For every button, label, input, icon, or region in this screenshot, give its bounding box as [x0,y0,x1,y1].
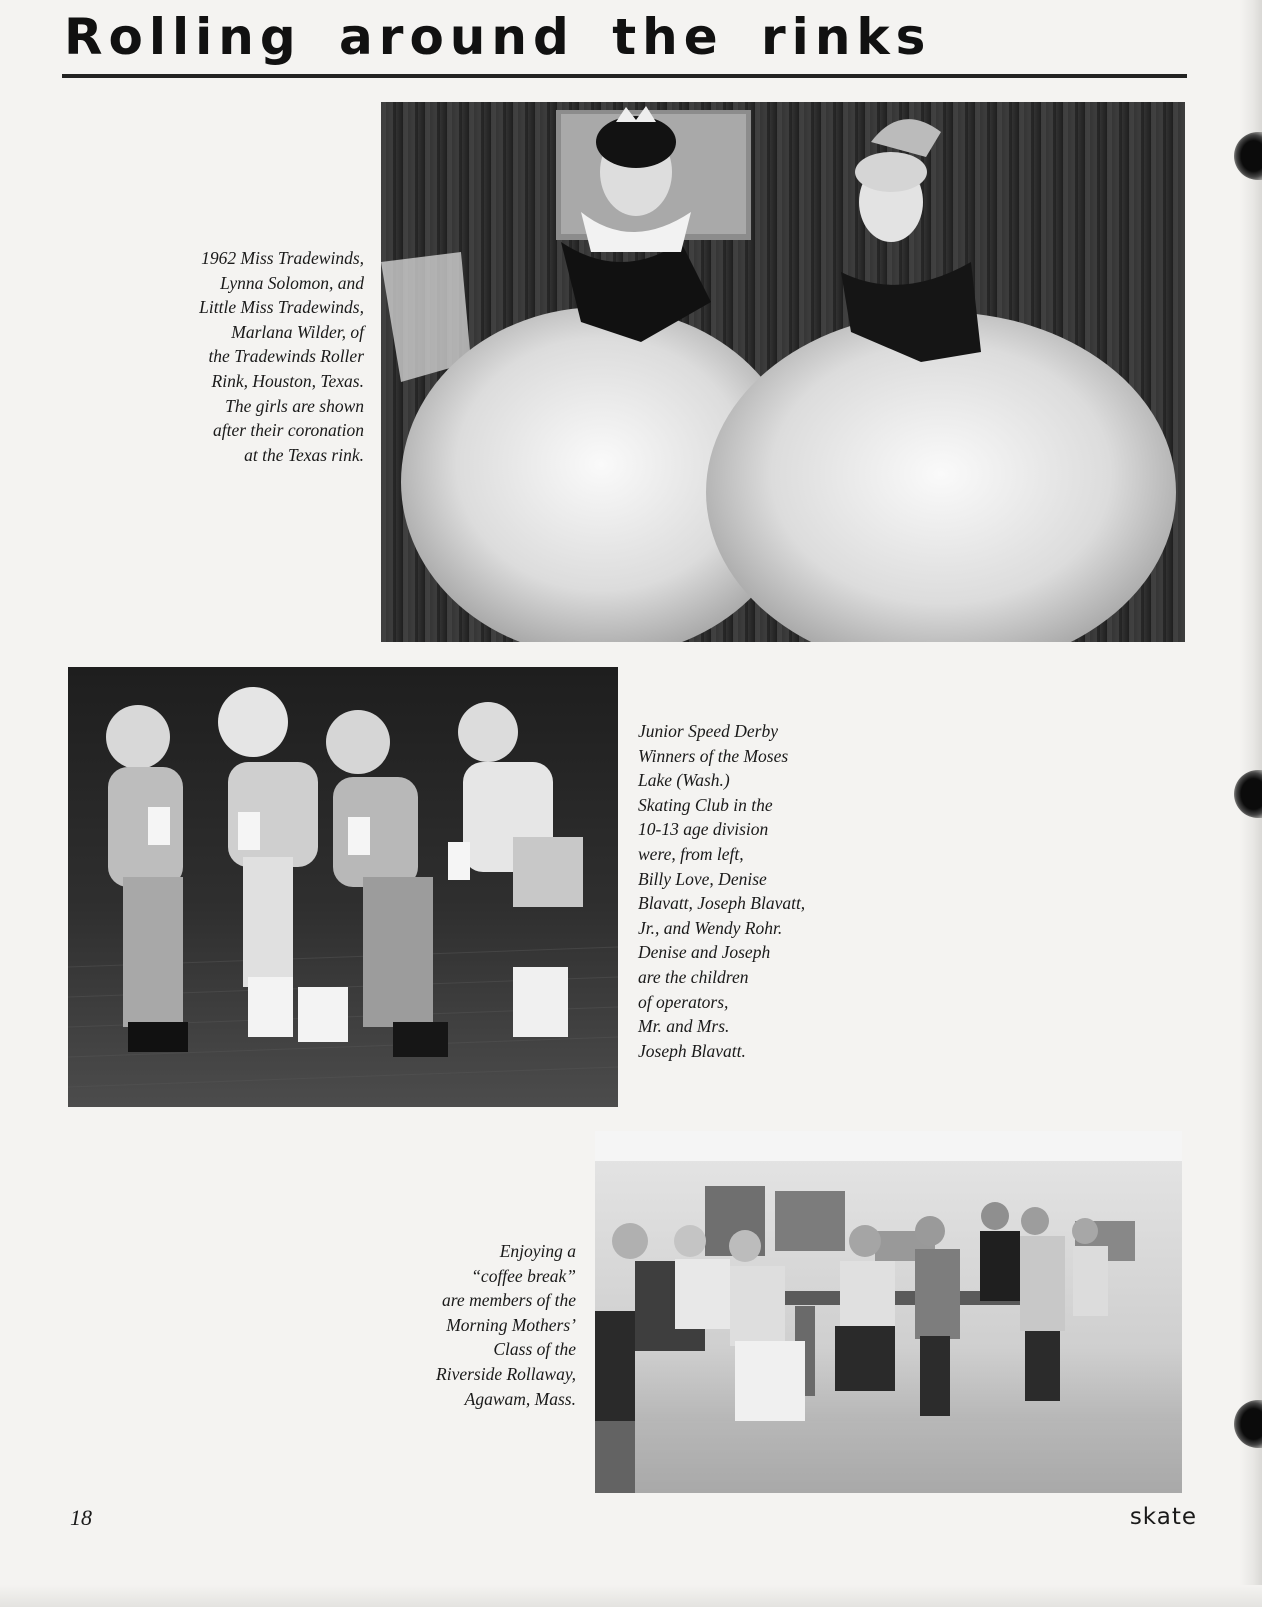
page-bottom-edge [0,1585,1262,1607]
caption-line: Jr., and Wendy Rohr. [638,917,783,938]
binder-hole-icon [1234,1400,1262,1448]
caption-line: Blavatt, Joseph Blavatt, [638,893,806,914]
caption-line: Rink, Houston, Texas. [211,370,364,391]
caption-line: Marlana Wilder, of [231,321,364,342]
magazine-name: skate [1129,1504,1197,1530]
title-rule [62,74,1187,78]
caption-derby [638,719,878,1063]
caption-line: Skating Club in the [638,794,773,815]
caption-line: “coffee break” [471,1265,576,1286]
caption-line: Morning Mothers’ [446,1314,576,1335]
caption-line: after their coronation [212,420,364,441]
caption-line: 10-13 age division [638,819,769,840]
caption-line: are the children [638,966,749,987]
binder-hole-icon [1234,770,1262,818]
caption-line: were, from left, [638,843,744,864]
caption-line: are members of the [442,1290,576,1311]
caption-line: Enjoying a [499,1241,576,1261]
caption-line: Winners of the Moses [638,745,789,766]
caption-line: Billy Love, Denise [638,868,767,889]
caption-line: Joseph Blavatt. [638,1040,746,1061]
caption-coffee [356,1239,576,1411]
photo-queens [381,102,1185,642]
caption-line: Riverside Rollaway, [436,1363,576,1384]
caption-line: at the Texas rink. [244,444,364,465]
caption-line: The girls are shown [225,395,364,416]
page-number: 18 [70,1505,92,1530]
caption-line: of operators, [638,991,729,1012]
photo-coffee-break [595,1131,1182,1493]
caption-line: Denise and Joseph [638,942,771,963]
photo-skaters [68,667,618,1107]
page-title: Rolling around the rinks [64,8,932,66]
binder-hole-icon [1234,132,1262,180]
caption-line: Junior Speed Derby [638,721,778,741]
caption-line: Lynna Solomon, and [220,272,364,293]
caption-line: the Tradewinds Roller [208,346,364,367]
caption-queens [124,246,364,467]
caption-line: Lake (Wash.) [638,770,730,791]
caption-line: Little Miss Tradewinds, [199,297,364,318]
caption-line: Class of the [493,1339,576,1360]
caption-line: 1962 Miss Tradewinds, [201,248,364,268]
caption-line: Mr. and Mrs. [638,1016,730,1037]
caption-line: Agawam, Mass. [464,1388,576,1409]
